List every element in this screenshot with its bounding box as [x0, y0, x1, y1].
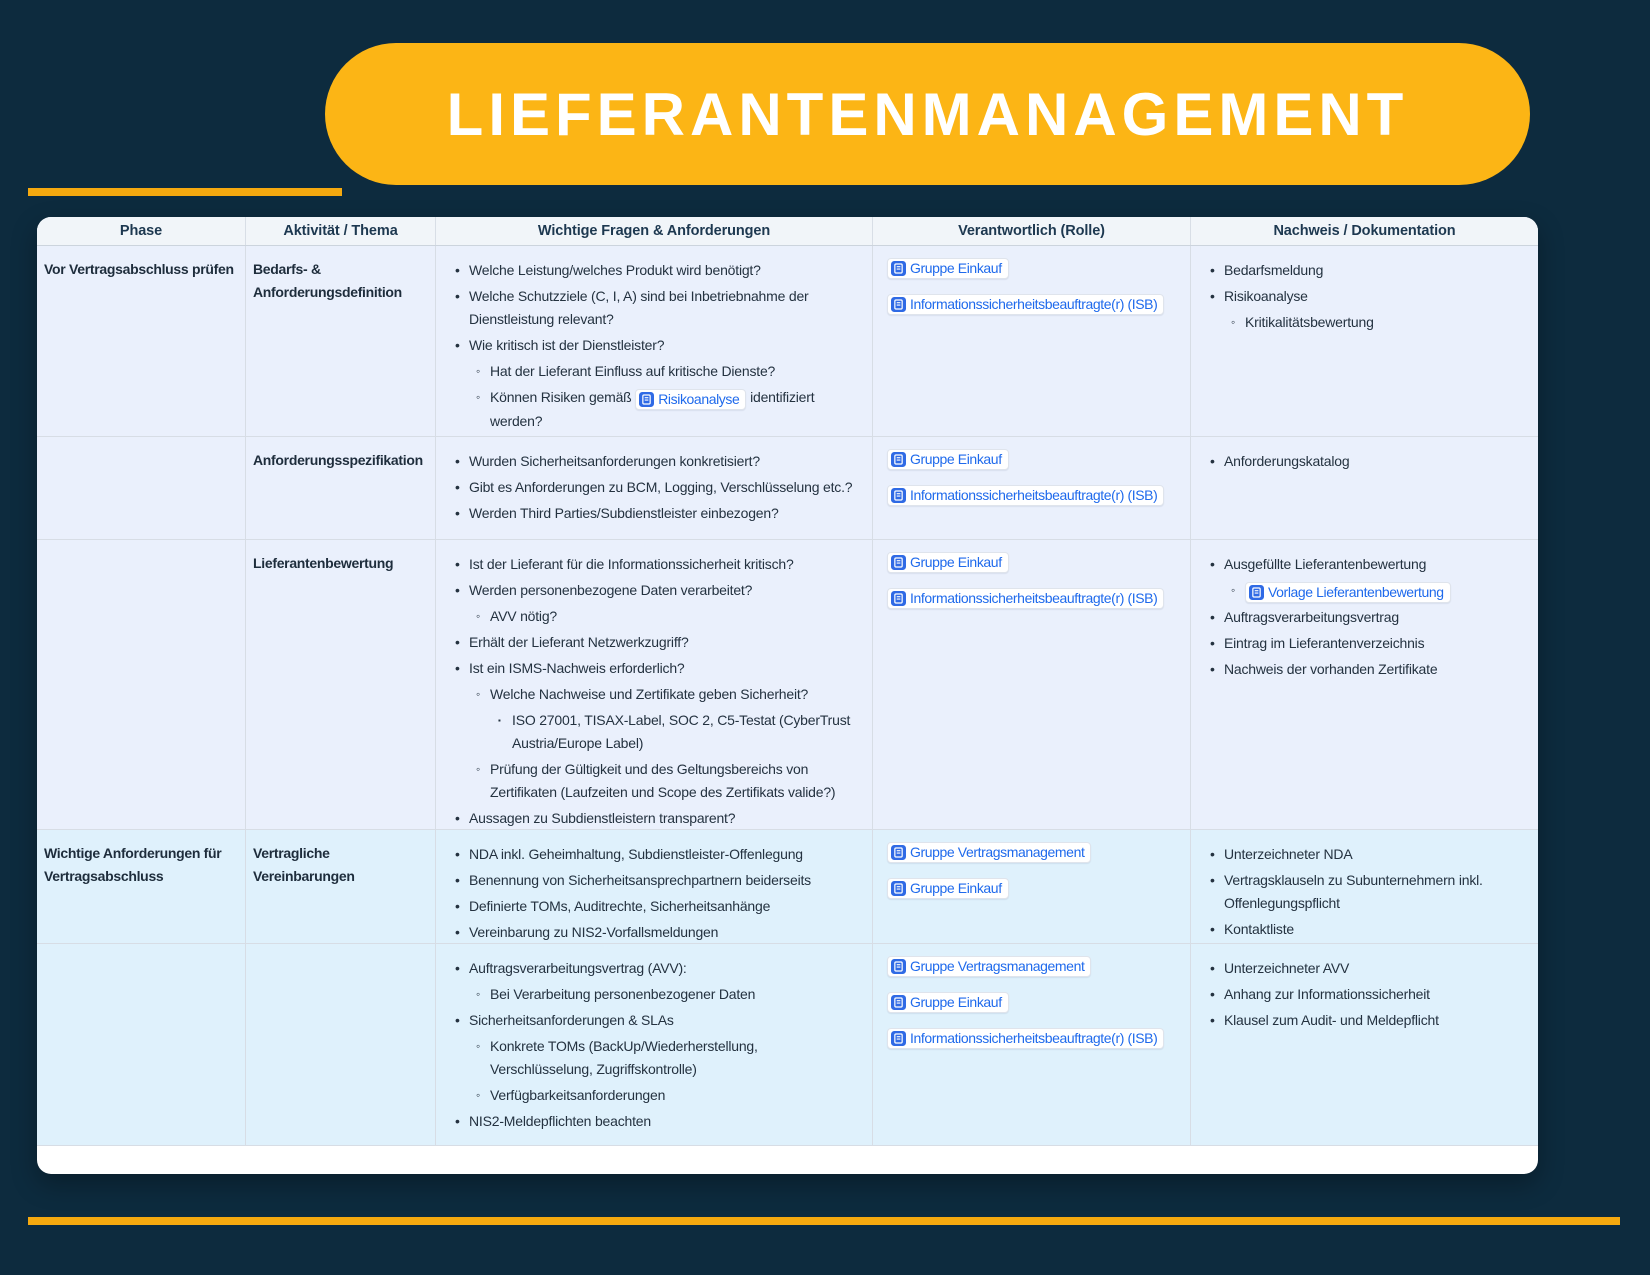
page-link-label: Informationssicherheitsbeauftragte(r) (ISB) [910, 487, 1158, 503]
list-item-text: Vertragsklauseln zu Subunternehmern inkl. Offenlegungspflicht [1224, 872, 1483, 911]
list-item [455, 285, 858, 331]
activity-cell: Bedarfs- & Anforderungsdefinition [246, 246, 436, 436]
page-link-label: Gruppe Einkauf [910, 880, 1002, 896]
list-item-text: Unterzeichneter NDA [1224, 846, 1353, 862]
list-item [476, 360, 858, 383]
bullet-marker: • [1210, 288, 1215, 304]
page-link-label: Informationssicherheitsbeauftragte(r) (ISB) [910, 1030, 1158, 1046]
list-item [1210, 1009, 1524, 1032]
table-row [37, 437, 1538, 540]
list-item-text: Kritikalitätsbewertung [1245, 314, 1374, 330]
evidence-cell [1191, 944, 1538, 1145]
bullet-marker: • [1210, 453, 1215, 469]
page-link-label: Vorlage Lieferantenbewertung [1268, 584, 1444, 600]
table-row [37, 944, 1538, 1146]
list-item-text: Klausel zum Audit- und Meldepflicht [1224, 1012, 1439, 1028]
bullet-marker: • [1210, 846, 1215, 862]
table-row [37, 540, 1538, 830]
bullet-marker: • [455, 1113, 460, 1129]
list-item [455, 579, 858, 602]
list-item-text: Erhält der Lieferant Netzwerkzugriff? [469, 634, 689, 650]
bullet-marker: • [455, 479, 460, 495]
bullet-marker: ◦ [476, 1088, 481, 1102]
list-item-text: NDA inkl. Geheimhaltung, Subdienstleister-Offenlegung [469, 846, 803, 862]
bullet-marker: ◦ [476, 762, 481, 776]
list-item-text: Ist ein ISMS-Nachweis erforderlich? [469, 660, 685, 676]
page-link-chip[interactable] [887, 294, 1164, 315]
bullet-marker: • [455, 505, 460, 521]
list-item-text: Welche Leistung/welches Produkt wird benötigt? [469, 262, 761, 278]
page-link-chip[interactable] [887, 878, 1009, 899]
page-link-chip[interactable] [887, 588, 1164, 609]
bullet-marker: ▪ [498, 716, 501, 725]
bullet-marker: • [455, 582, 460, 598]
list-item-text: Auftragsverarbeitungsvertrag [1224, 609, 1399, 625]
list-item-text: Aussagen zu Subdienstleistern transparent? [469, 810, 736, 826]
list-item-text: Kontaktliste [1224, 921, 1294, 937]
list-item [455, 843, 858, 866]
document-icon [1249, 585, 1264, 600]
list-item-text: Werden personenbezogene Daten verarbeitet? [469, 582, 753, 598]
page-link-label: Informationssicherheitsbeauftragte(r) (ISB) [910, 590, 1158, 606]
bullet-marker: ◦ [476, 687, 481, 701]
responsible-chip-row [887, 956, 1176, 981]
list-item-text: Auftragsverarbeitungsvertrag (AVV): [469, 960, 687, 976]
questions-cell [436, 830, 873, 943]
list-item [455, 502, 858, 525]
bullet-marker: ◦ [1231, 583, 1236, 597]
list-item [476, 683, 858, 706]
bullet-marker: • [455, 872, 460, 888]
list-item [455, 957, 858, 980]
list-item [1210, 918, 1524, 941]
phase-cell [37, 437, 246, 539]
bullet-marker: • [455, 924, 460, 940]
bullet-marker: ◦ [476, 390, 481, 404]
title-banner [325, 43, 1530, 185]
document-icon [891, 591, 906, 606]
list-item-text: Wurden Sicherheitsanforderungen konkretisiert? [469, 453, 760, 469]
list-item-text: Vereinbarung zu NIS2-Vorfallsmeldungen [469, 924, 719, 940]
document-icon [891, 261, 906, 276]
list-item-text: NIS2-Meldepflichten beachten [469, 1113, 651, 1129]
bullet-marker: ◦ [1231, 315, 1236, 329]
list-item [1210, 285, 1524, 308]
list-item-text: Ausgefüllte Lieferantenbewertung [1224, 556, 1427, 572]
bullet-marker: • [455, 898, 460, 914]
page-link-chip[interactable] [1245, 582, 1451, 603]
list-item-text: Hat der Lieferant Einfluss auf kritische Dienste? [490, 363, 776, 379]
table-body [37, 246, 1538, 1146]
list-item-text: Anhang zur Informationssicherheit [1224, 986, 1430, 1002]
responsible-chip-row [887, 992, 1176, 1017]
page-link-label: Gruppe Vertragsmanagement [910, 958, 1085, 974]
list-item [455, 657, 858, 680]
list-item-text: Nachweis der vorhanden Zertifikate [1224, 661, 1438, 677]
list-item-text: Eintrag im Lieferantenverzeichnis [1224, 635, 1425, 651]
list-item-text: Anforderungskatalog [1224, 453, 1350, 469]
bullet-marker: • [455, 846, 460, 862]
page-link-label: Gruppe Einkauf [910, 994, 1002, 1010]
list-item-text: Prüfung der Gültigkeit und des Geltungsbereichs von Zertifikaten (Laufzeiten und Scope des Zertifikats valide?) [490, 761, 836, 800]
responsible-chip-row [887, 1028, 1176, 1053]
bullet-marker: • [455, 556, 460, 572]
list-item [455, 259, 858, 282]
bullet-marker: • [455, 1012, 460, 1028]
page-link-label: Risikoanalyse [658, 391, 740, 407]
list-item-text: Definierte TOMs, Auditrechte, Sicherheitsanhänge [469, 898, 771, 914]
questions-cell [436, 540, 873, 829]
table-row [37, 246, 1538, 437]
list-item [1210, 658, 1524, 681]
responsible-cell [873, 944, 1191, 1145]
list-item [476, 1084, 858, 1107]
page-link-chip[interactable] [635, 389, 746, 410]
list-item-text: Werden Third Parties/Subdienstleister einbezogen? [469, 505, 779, 521]
activity-cell: Vertragliche Vereinbarungen [246, 830, 436, 943]
page-title: LIEFERANTENMANAGEMENT [446, 80, 1409, 148]
responsible-cell [873, 437, 1191, 539]
list-item-text: Wie kritisch ist der Dienstleister? [469, 337, 665, 353]
responsible-chip-row [887, 258, 1176, 283]
page-link-chip[interactable] [887, 449, 1009, 470]
list-item [455, 895, 858, 918]
list-item [455, 553, 858, 576]
bullet-marker: • [1210, 262, 1215, 278]
responsible-chip-row [887, 485, 1176, 510]
list-item [498, 709, 858, 755]
phase-cell [37, 540, 246, 829]
responsible-chip-row [887, 842, 1176, 867]
evidence-cell [1191, 246, 1538, 436]
list-item-text: AVV nötig? [490, 608, 558, 624]
list-item-text: Ist der Lieferant für die Informationssicherheit kritisch? [469, 556, 794, 572]
questions-cell [436, 246, 873, 436]
page-link-chip[interactable] [887, 1028, 1164, 1049]
document-icon [891, 555, 906, 570]
page-link-label: Gruppe Einkauf [910, 451, 1002, 467]
bullet-marker: • [455, 262, 460, 278]
list-item [455, 869, 858, 892]
list-item [476, 605, 858, 628]
responsible-chip-row [887, 449, 1176, 474]
bullet-marker: • [1210, 556, 1215, 572]
activity-cell: Lieferantenbewertung [246, 540, 436, 829]
list-item-text: Welche Schutzziele (C, I, A) sind bei Inbetriebnahme der Dienstleistung relevant? [469, 288, 809, 327]
evidence-cell [1191, 540, 1538, 829]
phase-cell: Vor Vertragsabschluss prüfen [37, 246, 246, 436]
list-item-text: Unterzeichneter AVV [1224, 960, 1350, 976]
list-item-text: Konkrete TOMs (BackUp/Wiederherstellung, Verschlüsselung, Zugriffskontrolle) [490, 1038, 758, 1077]
column-header-phase: Phase [37, 217, 246, 245]
bullet-marker: • [455, 634, 460, 650]
bullet-marker: • [455, 288, 460, 304]
page-link-label: Gruppe Einkauf [910, 260, 1002, 276]
column-header-responsible: Verantwortlich (Rolle) [873, 217, 1191, 245]
document-icon [891, 297, 906, 312]
bullet-marker: ◦ [476, 609, 481, 623]
responsible-chip-row [887, 588, 1176, 613]
list-item [476, 758, 858, 804]
evidence-cell [1191, 437, 1538, 539]
page-link-chip[interactable] [887, 485, 1164, 506]
top-accent-line [28, 188, 342, 196]
list-item [455, 631, 858, 654]
bullet-marker: ◦ [476, 987, 481, 1001]
bullet-marker: • [455, 810, 460, 826]
bullet-marker: • [455, 960, 460, 976]
list-item [455, 1009, 858, 1032]
list-item-text: Risikoanalyse [1224, 288, 1308, 304]
document-icon [891, 488, 906, 503]
page-link-chip[interactable] [887, 956, 1091, 977]
document-icon [891, 959, 906, 974]
list-item [476, 983, 858, 1006]
phase-cell: Wichtige Anforderungen für Vertragsabschluss [37, 830, 246, 943]
list-item [476, 386, 858, 433]
document-icon [891, 1031, 906, 1046]
document-icon [891, 452, 906, 467]
list-item-text: Bedarfsmeldung [1224, 262, 1324, 278]
list-item [1210, 450, 1524, 473]
document-icon [639, 392, 654, 407]
table-header-row [37, 217, 1538, 246]
list-item [1231, 579, 1524, 603]
page-link-chip[interactable] [887, 992, 1009, 1013]
list-item [455, 476, 858, 499]
list-item [455, 921, 858, 943]
evidence-cell [1191, 830, 1538, 943]
bullet-marker: • [1210, 635, 1215, 651]
list-item-text: Bei Verarbeitung personenbezogener Daten [490, 986, 756, 1002]
responsible-cell [873, 540, 1191, 829]
list-item-text: Sicherheitsanforderungen & SLAs [469, 1012, 674, 1028]
responsible-chip-row [887, 552, 1176, 577]
responsible-cell [873, 830, 1191, 943]
responsible-cell [873, 246, 1191, 436]
questions-cell [436, 944, 873, 1145]
list-item-text: Benennung von Sicherheitsansprechpartnern beiderseits [469, 872, 811, 888]
list-item [1210, 869, 1524, 915]
list-item [455, 334, 858, 357]
page-link-label: Gruppe Vertragsmanagement [910, 844, 1085, 860]
supplier-management-table [37, 217, 1538, 1174]
page-link-label: Informationssicherheitsbeauftragte(r) (ISB) [910, 296, 1158, 312]
list-item-text: Gibt es Anforderungen zu BCM, Logging, Verschlüsselung etc.? [469, 479, 853, 495]
list-item [455, 1110, 858, 1133]
list-item-text: Verfügbarkeitsanforderungen [490, 1087, 666, 1103]
list-item-text: Welche Nachweise und Zertifikate geben Sicherheit? [490, 686, 809, 702]
responsible-chip-row [887, 878, 1176, 903]
document-icon [891, 845, 906, 860]
list-item [1210, 606, 1524, 629]
list-item [1210, 259, 1524, 282]
list-item [476, 1035, 858, 1081]
table-row [37, 830, 1538, 944]
bullet-marker: • [455, 660, 460, 676]
column-header-activity: Aktivität / Thema [246, 217, 436, 245]
list-item-text: Können Risiken gemäß Risikoanalyse identifiziert werden? [490, 389, 815, 429]
activity-cell [246, 944, 436, 1145]
page-link-chip[interactable] [887, 552, 1009, 573]
bullet-marker: • [1210, 986, 1215, 1002]
column-header-questions: Wichtige Fragen & Anforderungen [436, 217, 873, 245]
bullet-marker: • [1210, 661, 1215, 677]
document-icon [891, 995, 906, 1010]
responsible-chip-row [887, 294, 1176, 319]
bottom-accent-line [28, 1217, 1620, 1225]
page-link-label: Gruppe Einkauf [910, 554, 1002, 570]
list-item [1210, 553, 1524, 576]
questions-cell [436, 437, 873, 539]
list-item [1210, 957, 1524, 980]
list-item [1231, 311, 1524, 334]
bullet-marker: ◦ [476, 1039, 481, 1053]
bullet-marker: • [455, 453, 460, 469]
list-item-text: ISO 27001, TISAX-Label, SOC 2, C5-Testat (CyberTrust Austria/Europe Label) [512, 712, 851, 751]
list-item-text [1245, 579, 1524, 603]
bullet-marker: • [1210, 872, 1215, 888]
list-item [1210, 632, 1524, 655]
bullet-marker: ◦ [476, 364, 481, 378]
bullet-marker: • [1210, 960, 1215, 976]
bullet-marker: • [1210, 921, 1215, 937]
list-item [1210, 983, 1524, 1006]
bullet-marker: • [1210, 1012, 1215, 1028]
list-item [455, 450, 858, 473]
bullet-marker: • [455, 337, 460, 353]
list-item [1210, 843, 1524, 866]
column-header-evidence: Nachweis / Dokumentation [1273, 223, 1456, 239]
bullet-marker: • [1210, 609, 1215, 625]
page-link-chip[interactable] [887, 258, 1009, 279]
phase-cell [37, 944, 246, 1145]
page-link-chip[interactable] [887, 842, 1091, 863]
activity-cell: Anforderungsspezifikation [246, 437, 436, 539]
document-icon [891, 881, 906, 896]
list-item [455, 807, 858, 829]
